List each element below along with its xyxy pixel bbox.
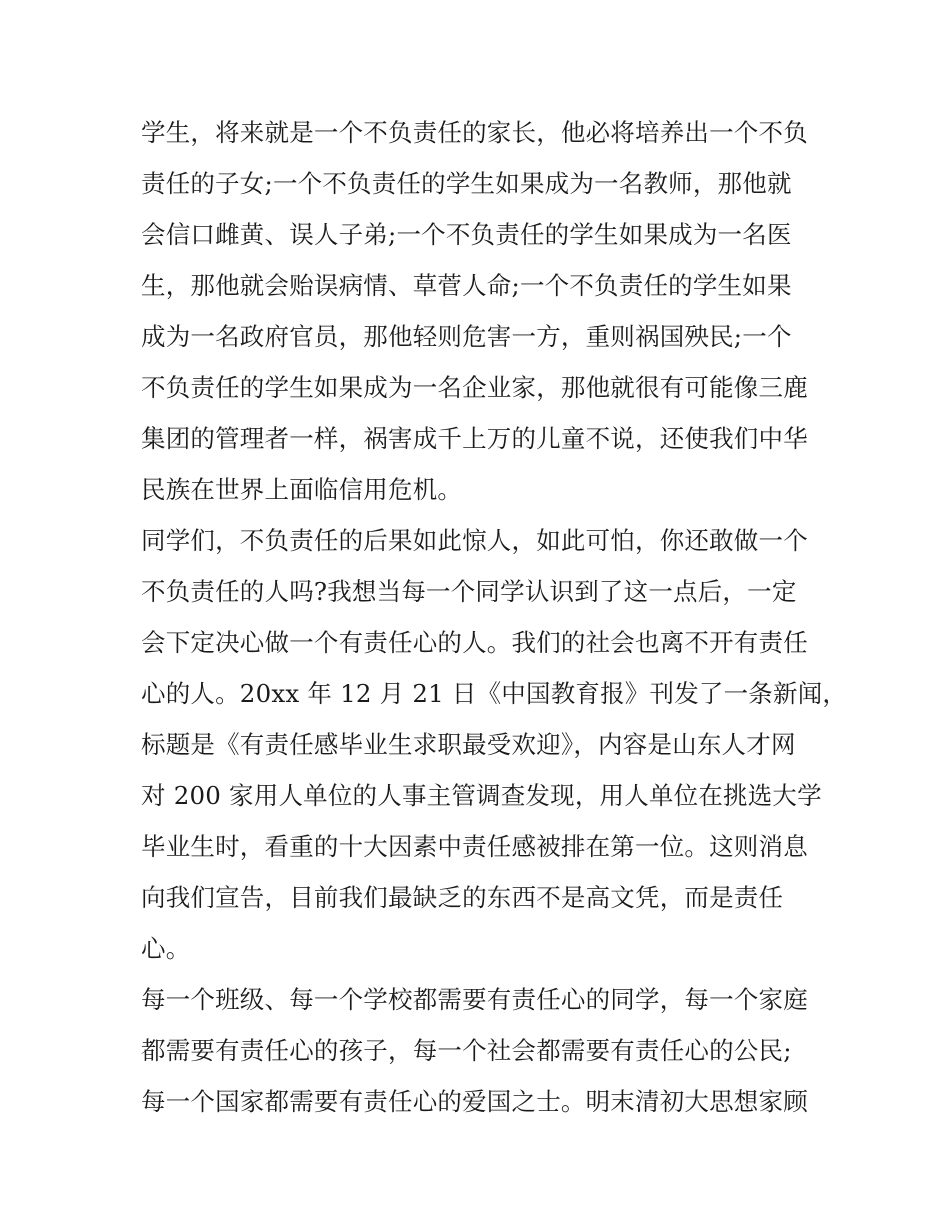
- text-line: 责任的子女;一个不负责任的学生如果成为一名教师，那他就: [141, 169, 792, 198]
- text-line: 会信口雌黄、误人子弟;一个不负责任的学生如果成为一名医: [141, 220, 792, 249]
- text-line: 同学们，不负责任的后果如此惊人，如此可怕，你还敢做一个: [141, 526, 808, 555]
- text-line: 每一个国家都需要有责任心的爱国之士。明末清初大思想家顾: [141, 1087, 808, 1116]
- text-line: 心。: [141, 934, 191, 963]
- text-line: 学生，将来就是一个不负责任的家长，他必将培养出一个不负: [141, 118, 808, 147]
- text-line: 都需要有责任心的孩子，每一个社会都需要有责任心的公民;: [141, 1036, 792, 1065]
- text-line: 不负责任的人吗?我想当每一个同学认识到了这一点后，一定: [141, 577, 797, 606]
- text-line: 成为一名政府官员，那他轻则危害一方，重则祸国殃民;一个: [141, 322, 792, 351]
- text-line: 向我们宣告，目前我们最缺乏的东西不是高文凭，而是责任: [141, 883, 784, 912]
- text-line: 每一个班级、每一个学校都需要有责任心的同学，每一个家庭: [141, 985, 808, 1014]
- text-line: 不负责任的学生如果成为一名企业家，那他就很有可能像三鹿: [141, 373, 808, 402]
- text-line: 集团的管理者一样，祸害成千上万的儿童不说，还使我们中华: [141, 424, 808, 453]
- text-line: 生，那他就会贻误病情、草菅人命;一个不负责任的学生如果: [141, 271, 792, 300]
- text-line: 对 200 家用人单位的人事主管调查发现，用人单位在挑选大学: [141, 781, 822, 810]
- document-body: [141, 107, 848, 1127]
- text-line: 毕业生时，看重的十大因素中责任感被排在第一位。这则消息: [141, 832, 808, 861]
- text-line: 标题是《有责任感毕业生求职最受欢迎》，内容是山东人才网: [141, 730, 796, 759]
- text-line: 心的人。20xx 年 12 月 21 日《中国教育报》刊发了一条新闻，: [141, 679, 848, 708]
- text-line: 会下定决心做一个有责任心的人。我们的社会也离不开有责任: [141, 628, 808, 657]
- text-line: 民族在世界上面临信用危机。: [141, 475, 463, 504]
